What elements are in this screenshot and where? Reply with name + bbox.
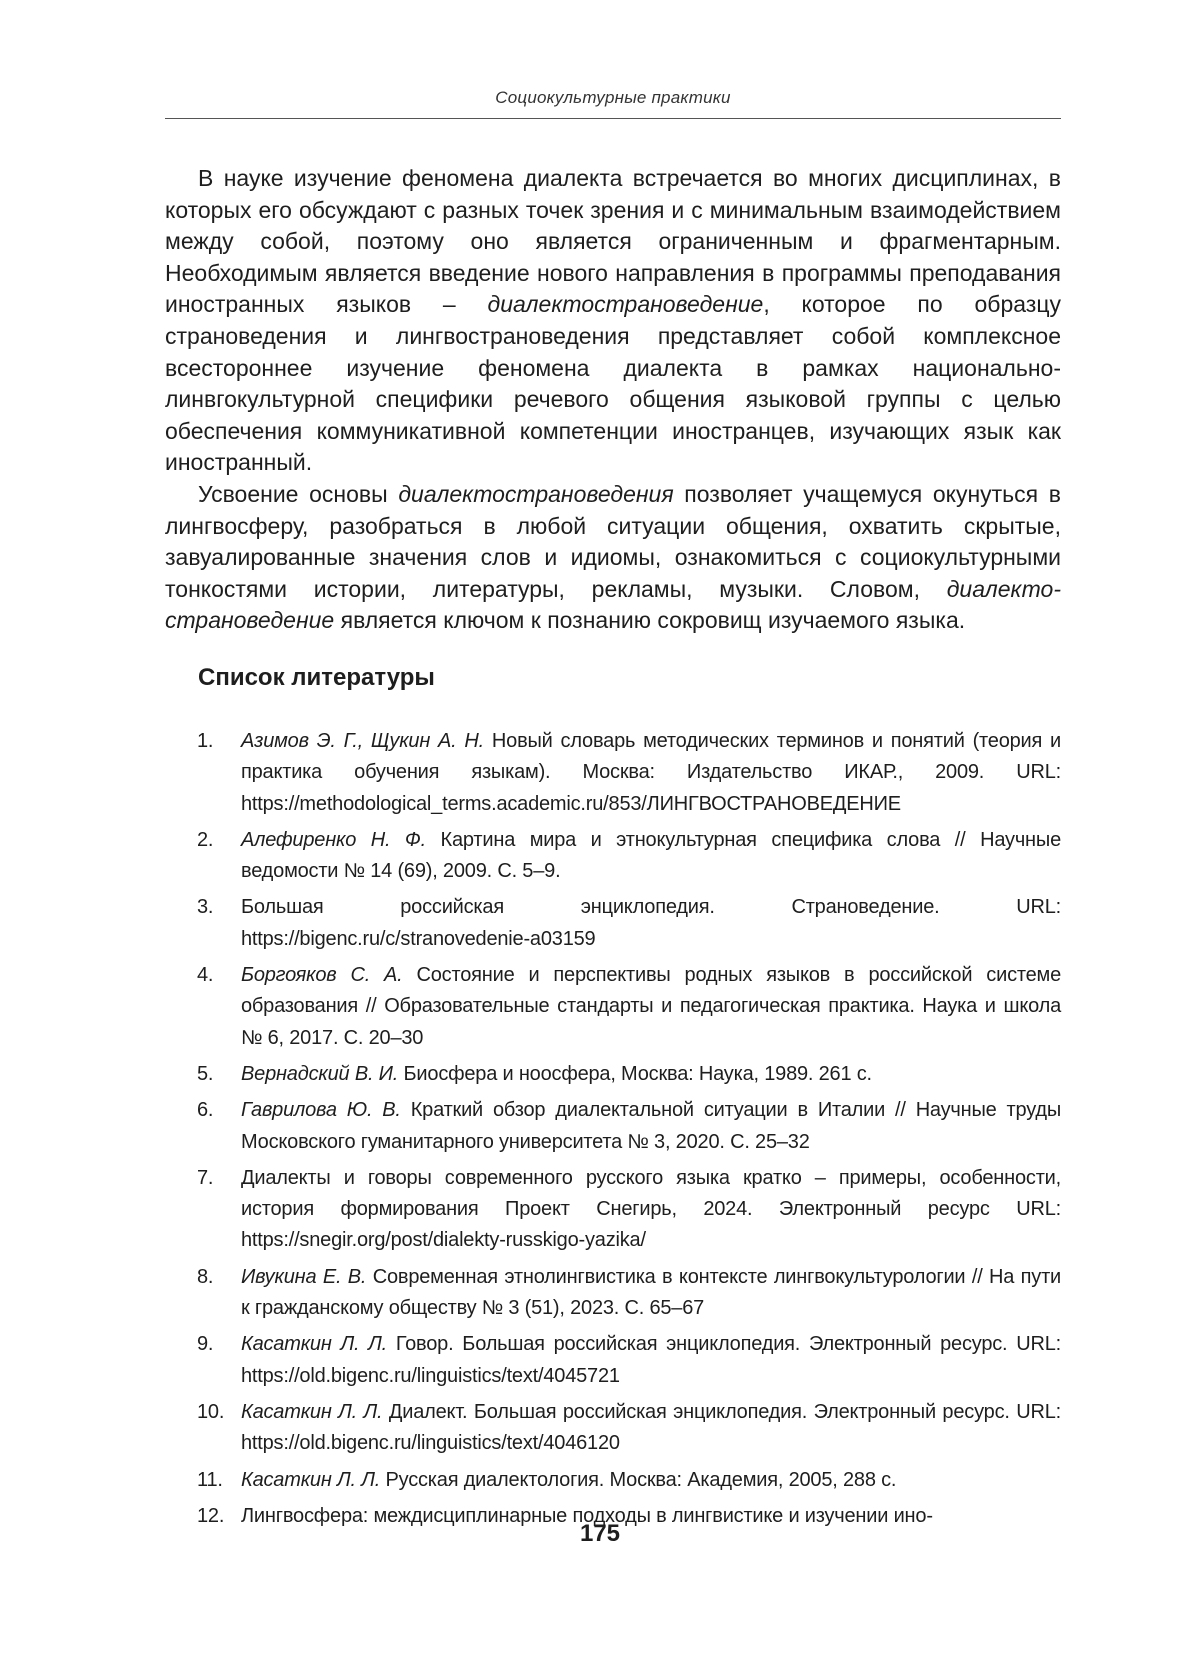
reference-item [165, 1059, 1061, 1090]
paragraph-1 [165, 163, 1061, 479]
reference-item [165, 960, 1061, 1054]
paragraph-2-text-b: позволяет учащемуся окунуться в лингвосферу, разобраться в любой ситуации общения, охватить скрытые, завуалированные значения слов и идиомы, ознакомиться с социокультурными тонкостями истории, литературы, рекламы, музыки. Словом, [165, 480, 1061, 602]
reference-item [165, 1397, 1061, 1460]
reference-item [165, 1095, 1061, 1158]
reference-author: Азимов Э. Г., Щукин А. Н. [241, 730, 485, 752]
paragraph-1-term: диалектострановедение [487, 291, 764, 318]
reference-author: Касаткин Л. Л. [241, 1333, 388, 1356]
reference-text: Новый словарь методических терминов и понятий (теория и практика обучения языкам). Москва: Издательство ИКАР., 2009. URL: https://methodological_terms.academic.ru/853/ЛИНГВОСТРАНОВЕДЕНИЕ [241, 730, 1061, 815]
reference-number: 2. [197, 828, 214, 851]
reference-number: 11. [197, 1468, 223, 1491]
running-header: Социокультурные практики [495, 88, 731, 107]
reference-text: Говор. Большая российская энциклопедия. Электронный ресурс. URL: https://old.bigenc.ru/linguistics/text/4045721 [241, 1333, 1061, 1387]
body-text [165, 163, 1061, 637]
reference-text: Биосфера и ноосфера, Москва: Наука, 1989. 261 с. [398, 1062, 872, 1085]
reference-item [165, 892, 1061, 955]
reference-item [165, 1262, 1061, 1325]
paragraph-2-term-2: диалектострановедение [165, 575, 1061, 634]
reference-item [165, 1163, 1061, 1257]
reference-number: 5. [197, 1062, 214, 1085]
reference-author: Вернадский В. И. [241, 1062, 399, 1085]
paragraph-1-text-b: , которое по образцу страноведения и лингвострановедения представляет собой комплексное всестороннее изучение феномена диалекта в рамках национально-линвгокультурной специфики речевого общения языковой группы с целью обеспечения коммуникативной компетенции иностранцев, изучающих язык как иностранный. [165, 291, 1061, 476]
references-list [165, 726, 1061, 1537]
reference-item [165, 825, 1061, 888]
reference-text: Состояние и перспективы родных языков в российской системе образования // Образовательные стандарты и педагогическая практика. Наука и школа № 6, 2017. С. 20–30 [241, 964, 1061, 1049]
reference-author: Гаврилова Ю. В. [241, 1099, 401, 1122]
reference-text: Диалекты и говоры современного русского языка кратко – примеры, особенности, история формирования Проект Снегирь, 2024. Электронный ресурс URL: https://snegir.org/post/dialekty-russkigo-yazika/ [241, 1166, 1061, 1252]
reference-item [165, 726, 1061, 820]
reference-number: 6. [197, 1099, 214, 1122]
references-heading: Список литературы [198, 664, 435, 691]
reference-text: Картина мира и этнокультурная специфика слова // Научные ведомости № 14 (69), 2009. С. 5–9. [241, 828, 1061, 883]
reference-number: 12. [197, 1504, 225, 1527]
header-rule [165, 118, 1061, 119]
reference-author: Касаткин Л. Л. [241, 1468, 381, 1491]
reference-text: Диалект. Большая российская энциклопедия. Электронный ресурс. URL: https://old.bigenc.ru/linguistics/text/4046120 [241, 1400, 1061, 1455]
paragraph-2-text-a: Усвоение основы [198, 480, 399, 507]
reference-number: 8. [197, 1265, 214, 1288]
paragraph-2-text-c: является ключом к познанию сокровищ изучаемого языка. [334, 607, 966, 634]
reference-number: 3. [197, 896, 214, 919]
reference-text: Краткий обзор диалектальной ситуации в Италии // Научные труды Московского гуманитарного университета № 3, 2020. С. 25–32 [241, 1099, 1061, 1153]
reference-text: Русская диалектология. Москва: Академия, 2005, 288 с. [380, 1468, 897, 1491]
reference-text: Лингвосфера: междисциплинарные подходы в лингвистике и изучении ино- [241, 1504, 933, 1527]
reference-text: Большая российская энциклопедия. Страноведение. URL: https://bigenc.ru/c/stranovedenie-a03159 [241, 896, 1061, 950]
reference-number: 7. [197, 1166, 214, 1189]
reference-number: 9. [197, 1333, 214, 1356]
reference-author: Алефиренко Н. Ф. [241, 828, 426, 851]
reference-author: Ивукина Е. В. [241, 1265, 367, 1288]
paragraph-2-term-1: диалектострановедения [398, 480, 674, 507]
reference-number: 4. [197, 964, 214, 987]
reference-number: 10. [197, 1400, 225, 1423]
reference-author: Касаткин Л. Л. [241, 1400, 383, 1423]
reference-number: 1. [197, 730, 214, 752]
page-number: 175 [579, 1520, 621, 1547]
paragraph-1-text-a: В науке изучение феномена диалекта встречается во многих дисциплинах, в которых его обсуждают с разных точек зрения и с минимальным взаимодействием между собой, поэтому оно является ограниченным и фрагментарным. Необходимым является введение нового направления в программы преподавания иностранных языков – [165, 165, 1061, 318]
reference-author: Боргояков С. А. [241, 964, 403, 987]
paragraph-2 [165, 479, 1061, 637]
reference-text: Современная этнолингвистика в контексте лингвокультурологии // На пути к гражданскому обществу № 3 (51), 2023. С. 65–67 [241, 1265, 1061, 1320]
reference-item [165, 1465, 1061, 1496]
reference-item [165, 1329, 1061, 1392]
